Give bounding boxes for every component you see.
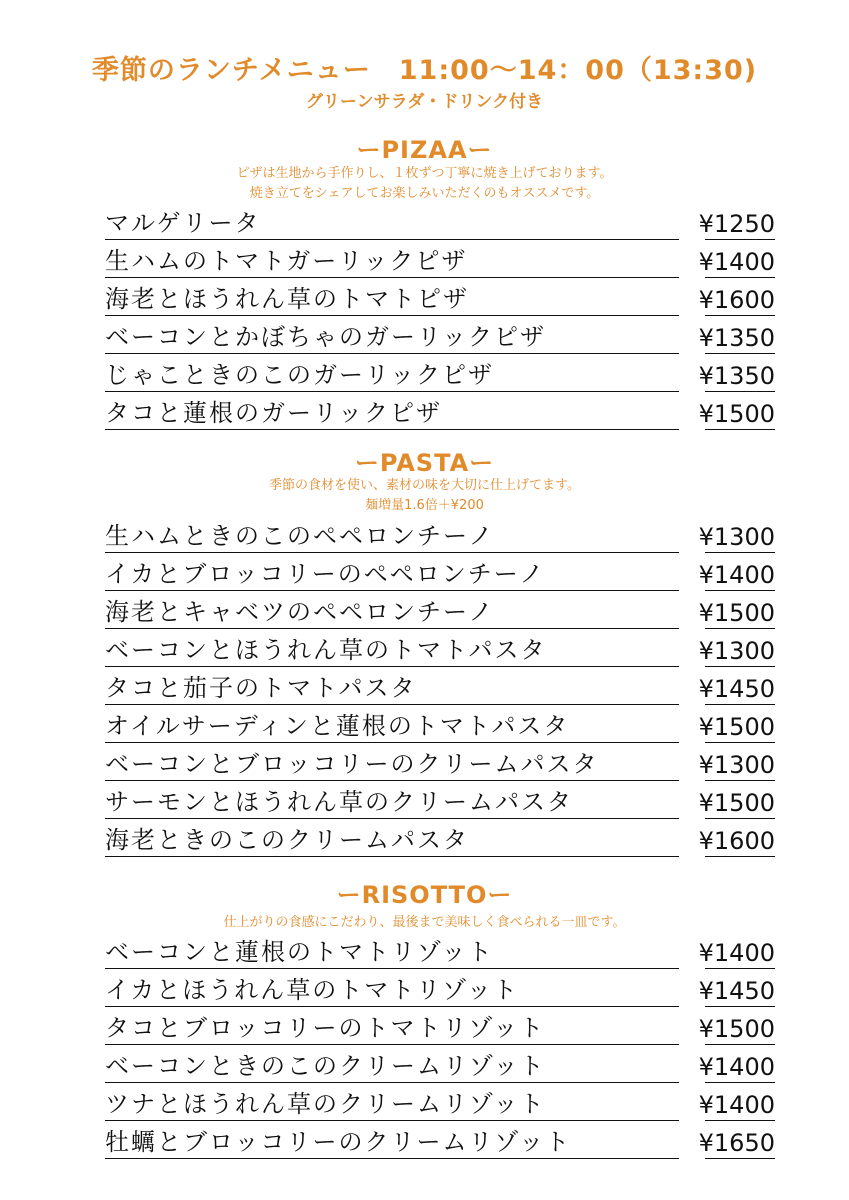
item-price: ¥1500	[698, 713, 775, 741]
menu-item	[105, 240, 775, 278]
section-title-risotto: ーRISOTTOー	[336, 881, 513, 909]
item-name: 生ハムのトマトガーリックピザ	[105, 247, 468, 275]
menu-item	[105, 1121, 775, 1159]
item-name: ベーコンときのこのクリームリゾット	[105, 1052, 546, 1080]
menu-subtitle: グリーンサラダ・ドリンク付き	[305, 92, 544, 112]
item-price: ¥1400	[698, 248, 775, 276]
menu-item	[105, 392, 775, 430]
item-price: ¥1400	[698, 1091, 775, 1119]
section-title-pasta: ーPASTAー	[354, 449, 495, 477]
menu-item	[105, 781, 775, 819]
item-price: ¥1400	[698, 1053, 775, 1081]
underline	[705, 856, 775, 857]
menu-item	[105, 515, 775, 553]
menu-title: 季節のランチメニュー 11:00〜14：00（13:30)	[91, 55, 758, 86]
item-price: ¥1350	[698, 324, 775, 352]
menu-item	[105, 553, 775, 591]
menu-item	[105, 629, 775, 667]
item-price: ¥1500	[698, 599, 775, 627]
item-price: ¥1300	[698, 523, 775, 551]
item-price: ¥1500	[698, 1015, 775, 1043]
item-name: 生ハムときのこのペペロンチーノ	[105, 522, 495, 550]
item-name: ベーコンと蓮根のトマトリゾット	[105, 938, 494, 966]
item-price: ¥1600	[698, 286, 775, 314]
item-name: 海老ときのこのクリームパスタ	[105, 826, 469, 854]
item-name: マルゲリータ	[105, 209, 261, 237]
item-price: ¥1350	[698, 362, 775, 390]
item-name: タコとブロッコリーのトマトリゾット	[105, 1014, 546, 1042]
menu-item	[105, 819, 775, 857]
item-name: 海老とキャベツのペペロンチーノ	[105, 598, 495, 626]
underline	[105, 1158, 679, 1159]
menu-item	[105, 667, 775, 705]
item-name: タコと蓮根のガーリックピザ	[105, 399, 443, 427]
item-name: ベーコンとほうれん草のトマトパスタ	[105, 636, 547, 664]
item-price: ¥1400	[698, 561, 775, 589]
item-price: ¥1500	[698, 789, 775, 817]
section-note-pasta-1: 季節の食材を使い、素材の味を大切に仕上げてます。	[269, 478, 580, 493]
item-price: ¥1400	[698, 939, 775, 967]
menu-item	[105, 743, 775, 781]
menu-item	[105, 354, 775, 392]
item-name: 牡蠣とブロッコリーのクリームリゾット	[105, 1128, 572, 1156]
menu-item	[105, 969, 775, 1007]
underline	[705, 429, 775, 430]
menu-item	[105, 931, 775, 969]
menu-item	[105, 1007, 775, 1045]
item-name: ツナとほうれん草のクリームリゾット	[105, 1090, 546, 1118]
item-name: ベーコンとかぼちゃのガーリックピザ	[105, 323, 547, 351]
item-price: ¥1300	[698, 751, 775, 779]
item-price: ¥1650	[698, 1129, 775, 1157]
item-price: ¥1500	[698, 400, 775, 428]
item-name: タコと茄子のトマトパスタ	[105, 674, 417, 702]
underline	[705, 1158, 775, 1159]
item-price: ¥1450	[698, 675, 775, 703]
section-note-pasta-2: 麺増量1.6倍＋¥200	[365, 498, 484, 513]
section-note-pizza-1: ピザは生地から手作りし、１枚ずつ丁寧に焼き上げております。	[236, 166, 613, 181]
item-price: ¥1300	[698, 637, 775, 665]
menu-item	[105, 1083, 775, 1121]
underline	[105, 429, 679, 430]
item-name: 海老とほうれん草のトマトピザ	[105, 285, 469, 313]
menu-item	[105, 278, 775, 316]
underline	[105, 856, 679, 857]
menu-item	[105, 202, 775, 240]
section-title-pizza: ーPIZAAー	[356, 136, 493, 164]
item-price: ¥1450	[698, 977, 775, 1005]
section-note-risotto-1: 仕上がりの食感にこだわり、最後まで美味しく食べられる一皿です。	[223, 915, 626, 930]
section-note-pizza-2: 焼き立てをシェアしてお楽しみいただくのもオススメです。	[249, 186, 600, 201]
item-name: イカとほうれん草のトマトリゾット	[105, 976, 519, 1004]
menu-item	[105, 316, 775, 354]
item-name: じゃこときのこのガーリックピザ	[105, 361, 495, 389]
item-price: ¥1600	[698, 827, 775, 855]
menu-item	[105, 1045, 775, 1083]
item-name: ベーコンとブロッコリーのクリームパスタ	[105, 750, 599, 778]
item-name: オイルサーディンと蓮根のトマトパスタ	[105, 712, 570, 740]
menu-item	[105, 591, 775, 629]
item-price: ¥1250	[698, 210, 775, 238]
item-name: サーモンとほうれん草のクリームパスタ	[105, 788, 573, 816]
menu-item	[105, 705, 775, 743]
item-name: イカとブロッコリーのペペロンチーノ	[105, 560, 546, 588]
